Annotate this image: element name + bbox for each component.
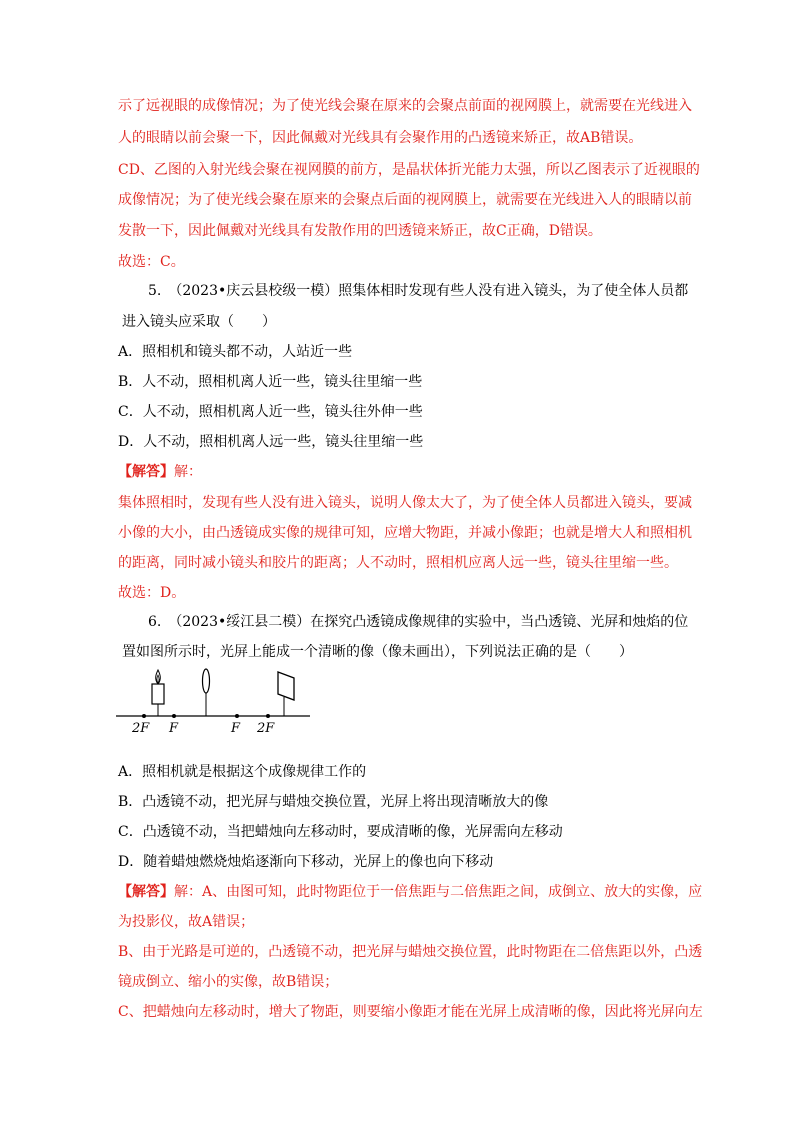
- focal-point-f-left: [172, 714, 176, 718]
- focal-point-2f-right: [266, 714, 270, 718]
- prev-answer-line: 发散一下，因此佩戴对光线具有发散作用的凹透镜来矫正，故C正确，D错误。: [118, 223, 602, 239]
- q6-stem-continued: 置如图所示时，光屏上能成一个清晰的像（像未画出），下列说法正确的是（ ）: [122, 644, 633, 660]
- answer-tag: 【解答】: [118, 464, 174, 480]
- q6-option-a: A．照相机就是根据这个成像规律工作的: [118, 764, 367, 780]
- q5-option-c: C．人不动，照相机离人近一些，镜头往外伸一些: [118, 404, 423, 420]
- label-f-right: F: [231, 721, 241, 736]
- q5-answer-line: 小像的大小，由凸透镜成实像的规律可知，应增大物距，并减小像距；也就是增大人和照相机: [118, 525, 692, 541]
- focal-point-2f-left: [142, 714, 146, 718]
- label-2f-right: 2F: [257, 721, 275, 736]
- answer-first-line: 解：A、由图可知，此时物距位于一倍焦距与二倍焦距之间，成倒立、放大的实像，应: [174, 884, 703, 900]
- q6-option-c: C．凸透镜不动，当把蜡烛向左移动时，要成清晰的像，光屏需向左移动: [118, 824, 563, 840]
- q6-answer-line: 镜成倒立、缩小的实像，故B错误；: [118, 974, 339, 990]
- answer-prefix: 解：: [174, 464, 202, 480]
- candle-icon: [152, 670, 164, 716]
- prev-answer-conclusion: 故选：C。: [118, 254, 185, 270]
- convex-lens-icon: [203, 669, 210, 716]
- q5-stem-continued: 进入镜头应采取（ ）: [122, 314, 276, 330]
- lens-setup-diagram: [114, 666, 314, 736]
- q6-answer-heading: [118, 882, 702, 902]
- prev-answer-line: CD、乙图的入射光线会聚在视网膜的前方，是晶状体折光能力太强，所以乙图表示了近视眼的: [118, 162, 700, 178]
- light-screen-icon: [278, 672, 294, 716]
- prev-answer-line: 人的眼睛以前会聚一下，因此佩戴对光线具有会聚作用的凸透镜来矫正，故AB错误。: [118, 130, 643, 146]
- prev-answer-line: 成像情况；为了使光线会聚在原来的会聚点后面的视网膜上，就需要在光线进入人的眼睛以前: [118, 192, 692, 208]
- answer-tag: 【解答】: [118, 884, 174, 900]
- q5-answer-line: 集体照相时，发现有些人没有进入镜头，说明人像太大了，为了使全体人员都进入镜头，要减: [118, 495, 692, 511]
- q6-stem: 6. （2023•绥江县二模）在探究凸透镜成像规律的实验中，当凸透镜、光屏和烛焰的位: [148, 614, 689, 630]
- label-f-left: F: [169, 721, 179, 736]
- q6-answer-line: 为投影仪，故A错误；: [118, 914, 255, 930]
- focal-point-f-right: [235, 714, 239, 718]
- prev-answer-line: 示了远视眼的成像情况；为了使光线会聚在原来的会聚点前面的视网膜上，就需要在光线进入: [118, 98, 692, 114]
- q6-answer-line: C、把蜡烛向左移动时，增大了物距，则要缩小像距才能在光屏上成清晰的像，因此将光屏向左: [118, 1004, 703, 1020]
- q6-option-b: B．凸透镜不动，把光屏与蜡烛交换位置，光屏上将出现清晰放大的像: [118, 794, 549, 810]
- label-2f-left: 2F: [132, 721, 150, 736]
- q6-option-d: D．随着蜡烛燃烧烛焰逐渐向下移动，光屏上的像也向下移动: [118, 854, 494, 870]
- q5-stem: 5. （2023•庆云县校级一模）照集体相时发现有些人没有进入镜头，为了使全体人员都: [148, 283, 689, 299]
- q5-conclusion: 故选：D。: [118, 585, 186, 601]
- q5-answer-heading: [118, 462, 202, 482]
- q5-option-b: B．人不动，照相机离人近一些，镜头往里缩一些: [118, 374, 423, 390]
- q6-answer-line: B、由于光路是可逆的，凸透镜不动，把光屏与蜡烛交换位置，此时物距在二倍焦距以外，凸透: [118, 944, 703, 960]
- q5-option-a: A．照相机和镜头都不动，人站近一些: [118, 344, 353, 360]
- q5-answer-line: 的距离，同时减小镜头和胶片的距离；人不动时，照相机应离人远一些，镜头往里缩一些。: [118, 555, 678, 571]
- q5-option-d: D．人不动，照相机离人远一些，镜头往里缩一些: [118, 434, 424, 450]
